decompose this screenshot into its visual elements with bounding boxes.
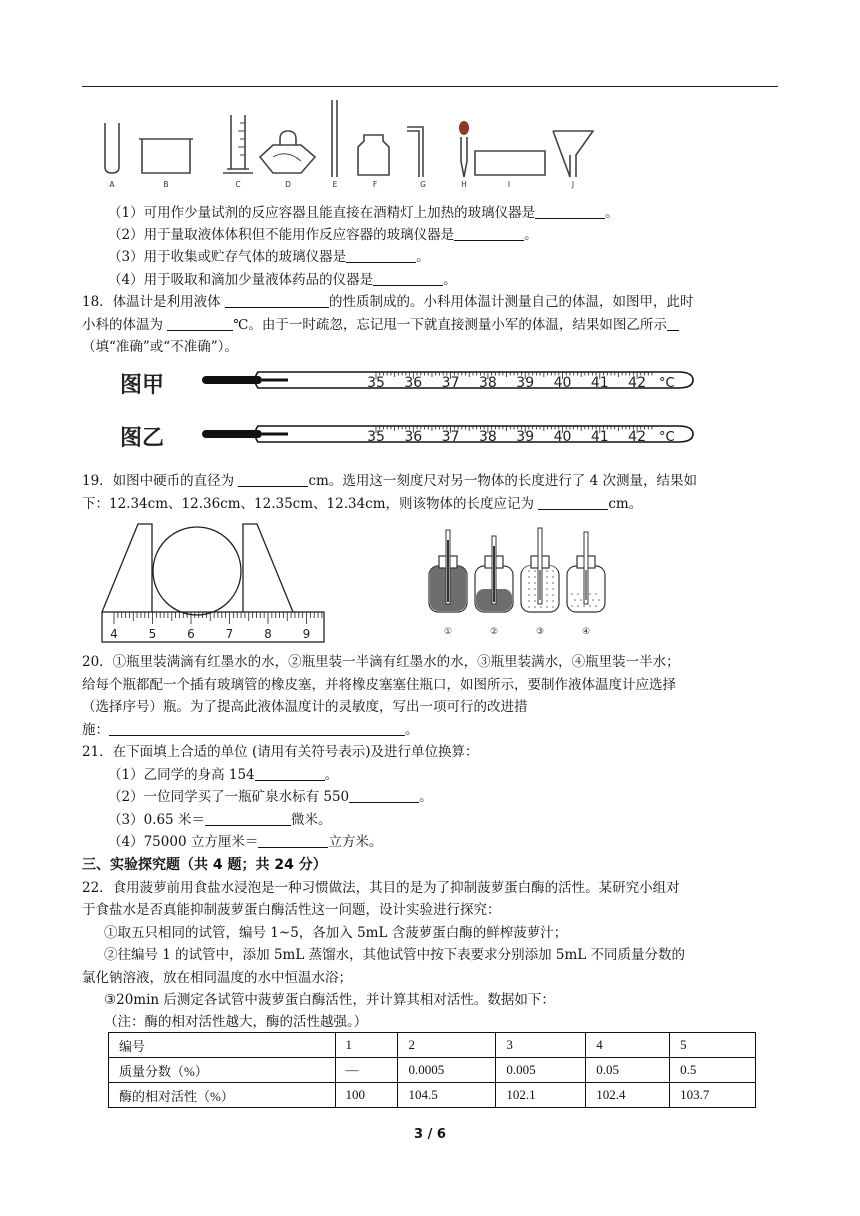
thermometer-tick-label: 39 (516, 429, 535, 445)
apparatus-label: B (163, 180, 169, 189)
thermometer-tick-label: 35 (367, 429, 385, 445)
table-cell: 104.5 (398, 1083, 496, 1108)
q18-line-2: 小科的体温为 ℃。由于一时疏忽，忘记甩一下就直接测量小军的体温，结果如图乙所示 (82, 316, 679, 334)
table-row (109, 1033, 756, 1058)
thermometer-tick-label: 37 (441, 429, 460, 445)
table-cell: 0.05 (586, 1058, 670, 1083)
ruler-tick-label: 5 (148, 627, 157, 641)
q21-item-3: （3）0.65 米＝ 微米。 (108, 812, 332, 828)
thermometer-tick-label: 40 (553, 375, 572, 391)
thermometer-tick-label: 40 (553, 429, 572, 445)
bottles-figure (426, 522, 606, 638)
table-cell: 酶的相对活性（%） (109, 1083, 336, 1108)
ruler-tick-label: 9 (302, 627, 311, 641)
header-rule (82, 86, 778, 87)
table-cell: 质量分数（%） (109, 1058, 336, 1083)
enzyme-activity-table (108, 1032, 756, 1108)
q17-item-3: （3）用于收集或贮存气体的玻璃仪器是 。 (108, 249, 430, 265)
q19-line-1: 19．如图中硬币的直径为 cm。选用这一刻度尺对另一物体的长度进行了 4 次测量，结果如 (82, 473, 698, 489)
thermometer-tick-label: 36 (404, 375, 423, 391)
q21-item-4: （4）75000 立方厘米＝ 立方米。 (108, 834, 383, 850)
answer-blank[interactable] (349, 788, 419, 803)
left-set-square (102, 524, 152, 612)
answer-blank[interactable] (346, 248, 416, 263)
q18-line-3: （填“准确”或“不准确”）。 (82, 339, 238, 355)
thermometer-yi-bulb (202, 430, 262, 438)
dropper-bulb-icon (459, 121, 469, 135)
table-cell: 编号 (109, 1033, 336, 1058)
q20-line-4: 施： 。 (82, 722, 419, 738)
apparatus-label: A (109, 180, 115, 189)
table-cell: — (335, 1058, 398, 1083)
answer-blank[interactable] (258, 833, 328, 848)
bottle-label: ② (489, 627, 499, 637)
table-row (109, 1083, 756, 1108)
answer-blank[interactable] (535, 204, 605, 219)
bottle-label: ① (443, 627, 453, 637)
thermometer-yi-label: 图乙 (120, 426, 165, 451)
answer-blank[interactable] (167, 316, 233, 331)
glass-plate-icon (475, 151, 545, 175)
thermometer-tick-label: 38 (478, 375, 497, 391)
thermometer-tick-label: 38 (478, 429, 497, 445)
alcohol-lamp-icon (260, 145, 315, 173)
thermometer-tick-label: 39 (516, 375, 535, 391)
q22-step-2: ②往编号 1 的试管中，添加 5mL 蒸馏水，其他试管中按下表要求分别添加 5mL 不同质量分数的 (104, 947, 686, 963)
table-cell: 1 (335, 1033, 398, 1058)
table-cell: 100 (335, 1083, 398, 1108)
table-cell: 0.005 (496, 1058, 586, 1083)
apparatus-label: G (420, 180, 426, 189)
table-cell: 4 (586, 1033, 670, 1058)
gas-collection-bottle-icon (358, 135, 389, 175)
table-row (109, 1058, 756, 1083)
answer-blank[interactable] (225, 293, 329, 308)
answer-blank[interactable] (255, 766, 325, 781)
bottle-label: ③ (535, 627, 545, 637)
q20-line-1: 20．①瓶里装满滴有红墨水的水，②瓶里装一半滴有红墨水的水，③瓶里装满水，④瓶里装一半水； (82, 654, 680, 670)
q19-line-2: 下：12.34cm、12.36cm、12.35cm、12.34cm，则该物体的长度应记为 cm。 (82, 496, 643, 512)
bottle-label: ④ (581, 627, 591, 637)
thermometer-unit: °C (659, 376, 675, 391)
apparatus-label: C (235, 180, 241, 189)
q17-item-2: （2）用于量取液体体积但不能用作反应容器的玻璃仪器是 。 (108, 227, 538, 243)
q20-line-3: （选择序号）瓶。为了提高此液体温度计的灵敏度，写出一项可行的改进措 (82, 699, 528, 715)
thermometer-jia-label: 图甲 (120, 373, 165, 398)
coin-ruler-figure (100, 518, 335, 648)
q22-step-1: ①取五只相同的试管，编号 1~5，各加入 5mL 含菠萝蛋白酶的鲜榨菠萝汁； (104, 925, 568, 941)
table-cell: 0.0005 (398, 1058, 496, 1083)
q22-line-2: 于食盐水是否真能抑制菠萝蛋白酶活性这一问题，设计实验进行探究： (82, 902, 501, 918)
thermometer-jia-bulb (202, 376, 262, 384)
beaker-icon (139, 139, 193, 173)
thermometer-tick-label: 36 (404, 429, 423, 445)
q21-item-2: （2）一位同学买了一瓶矿泉水标有 550 。 (108, 789, 433, 805)
table-cell: 2 (398, 1033, 496, 1058)
answer-blank[interactable] (538, 495, 608, 510)
apparatus-label: F (372, 180, 378, 189)
dropper-icon (461, 137, 467, 177)
q18-line-1: 18．体温计是利用液体 的性质制成的。小科用体温计测量自己的体温，如图甲，此时 (82, 294, 694, 310)
q21-intro: 21．在下面填上合适的单位 (请用有关符号表示)及进行单位换算： (82, 744, 479, 760)
thermometer-tick-label: 35 (367, 375, 385, 391)
thermometer-tick-label: 41 (590, 375, 609, 391)
thermometer-tick-label: 42 (628, 429, 647, 445)
q17-item-1: （1）可用作少量试剂的反应容器且能直接在酒精灯上加热的玻璃仪器是 。 (108, 205, 619, 221)
ruler-tick-label: 7 (225, 627, 234, 641)
answer-blank[interactable] (667, 316, 679, 331)
answer-blank[interactable] (238, 472, 308, 487)
table-cell: 102.1 (496, 1083, 586, 1108)
table-cell: 5 (670, 1033, 756, 1058)
answer-blank[interactable] (373, 271, 443, 286)
apparatus-label: H (461, 180, 467, 189)
thermometer-tick-label: 41 (590, 429, 609, 445)
q17-item-4: （4）用于吸取和滴加少量液体药品的仪器是 。 (108, 272, 457, 288)
ruler-tick-label: 4 (110, 627, 118, 641)
ruler-scale (110, 612, 322, 641)
right-set-square (243, 524, 293, 612)
apparatus-label: I (507, 180, 511, 189)
funnel-icon (553, 131, 593, 177)
bent-glass-tube-icon (407, 127, 423, 177)
q22-step-2-cont: 氯化钠溶液，放在相同温度的水中恒温水浴； (82, 970, 352, 986)
coin-icon (153, 527, 241, 615)
apparatus-label: E (332, 180, 338, 189)
section-title: 三、实验探究题（共 4 题；共 24 分） (82, 857, 327, 873)
graduated-cylinder-icon (223, 115, 253, 173)
lab-apparatus-figure (95, 95, 605, 190)
thermometer-tick-label: 42 (628, 375, 647, 391)
q22-step-3: ③20min 后测定各试管中菠萝蛋白酶活性，并计算其相对活性。数据如下： (104, 992, 555, 1008)
apparatus-label: D (285, 180, 291, 189)
thermometer-unit: °C (659, 430, 675, 445)
q22-note: （注：酶的相对活性越大，酶的活性越强。） (104, 1014, 368, 1030)
table-cell: 102.4 (586, 1083, 670, 1108)
ruler-tick-label: 6 (187, 627, 195, 641)
answer-blank[interactable] (454, 226, 524, 241)
q22-line-1: 22．食用菠萝前用食盐水浸泡是一种习惯做法，其目的是为了抑制菠萝蛋白酶的活性。某研究小组对 (82, 880, 680, 896)
apparatus-label: J (571, 180, 575, 189)
thermometer-figure (118, 362, 698, 462)
q20-line-2: 给每个瓶都配一个插有玻璃管的橡皮塞，并将橡皮塞塞住瓶口，如图所示，要制作液体温度计应选择 (82, 677, 676, 693)
answer-blank[interactable] (109, 721, 405, 736)
table-cell: 0.5 (670, 1058, 756, 1083)
answer-blank[interactable] (205, 811, 291, 826)
q21-item-1: （1）乙同学的身高 154 。 (108, 767, 339, 783)
table-cell: 103.7 (670, 1083, 756, 1108)
thermometer-tick-label: 37 (441, 375, 460, 391)
glass-rod-icon (332, 100, 337, 177)
ruler-tick-label: 8 (264, 627, 272, 641)
page-number: 3 / 6 (414, 1127, 446, 1142)
table-cell: 3 (496, 1033, 586, 1058)
test-tube-icon (105, 123, 119, 173)
